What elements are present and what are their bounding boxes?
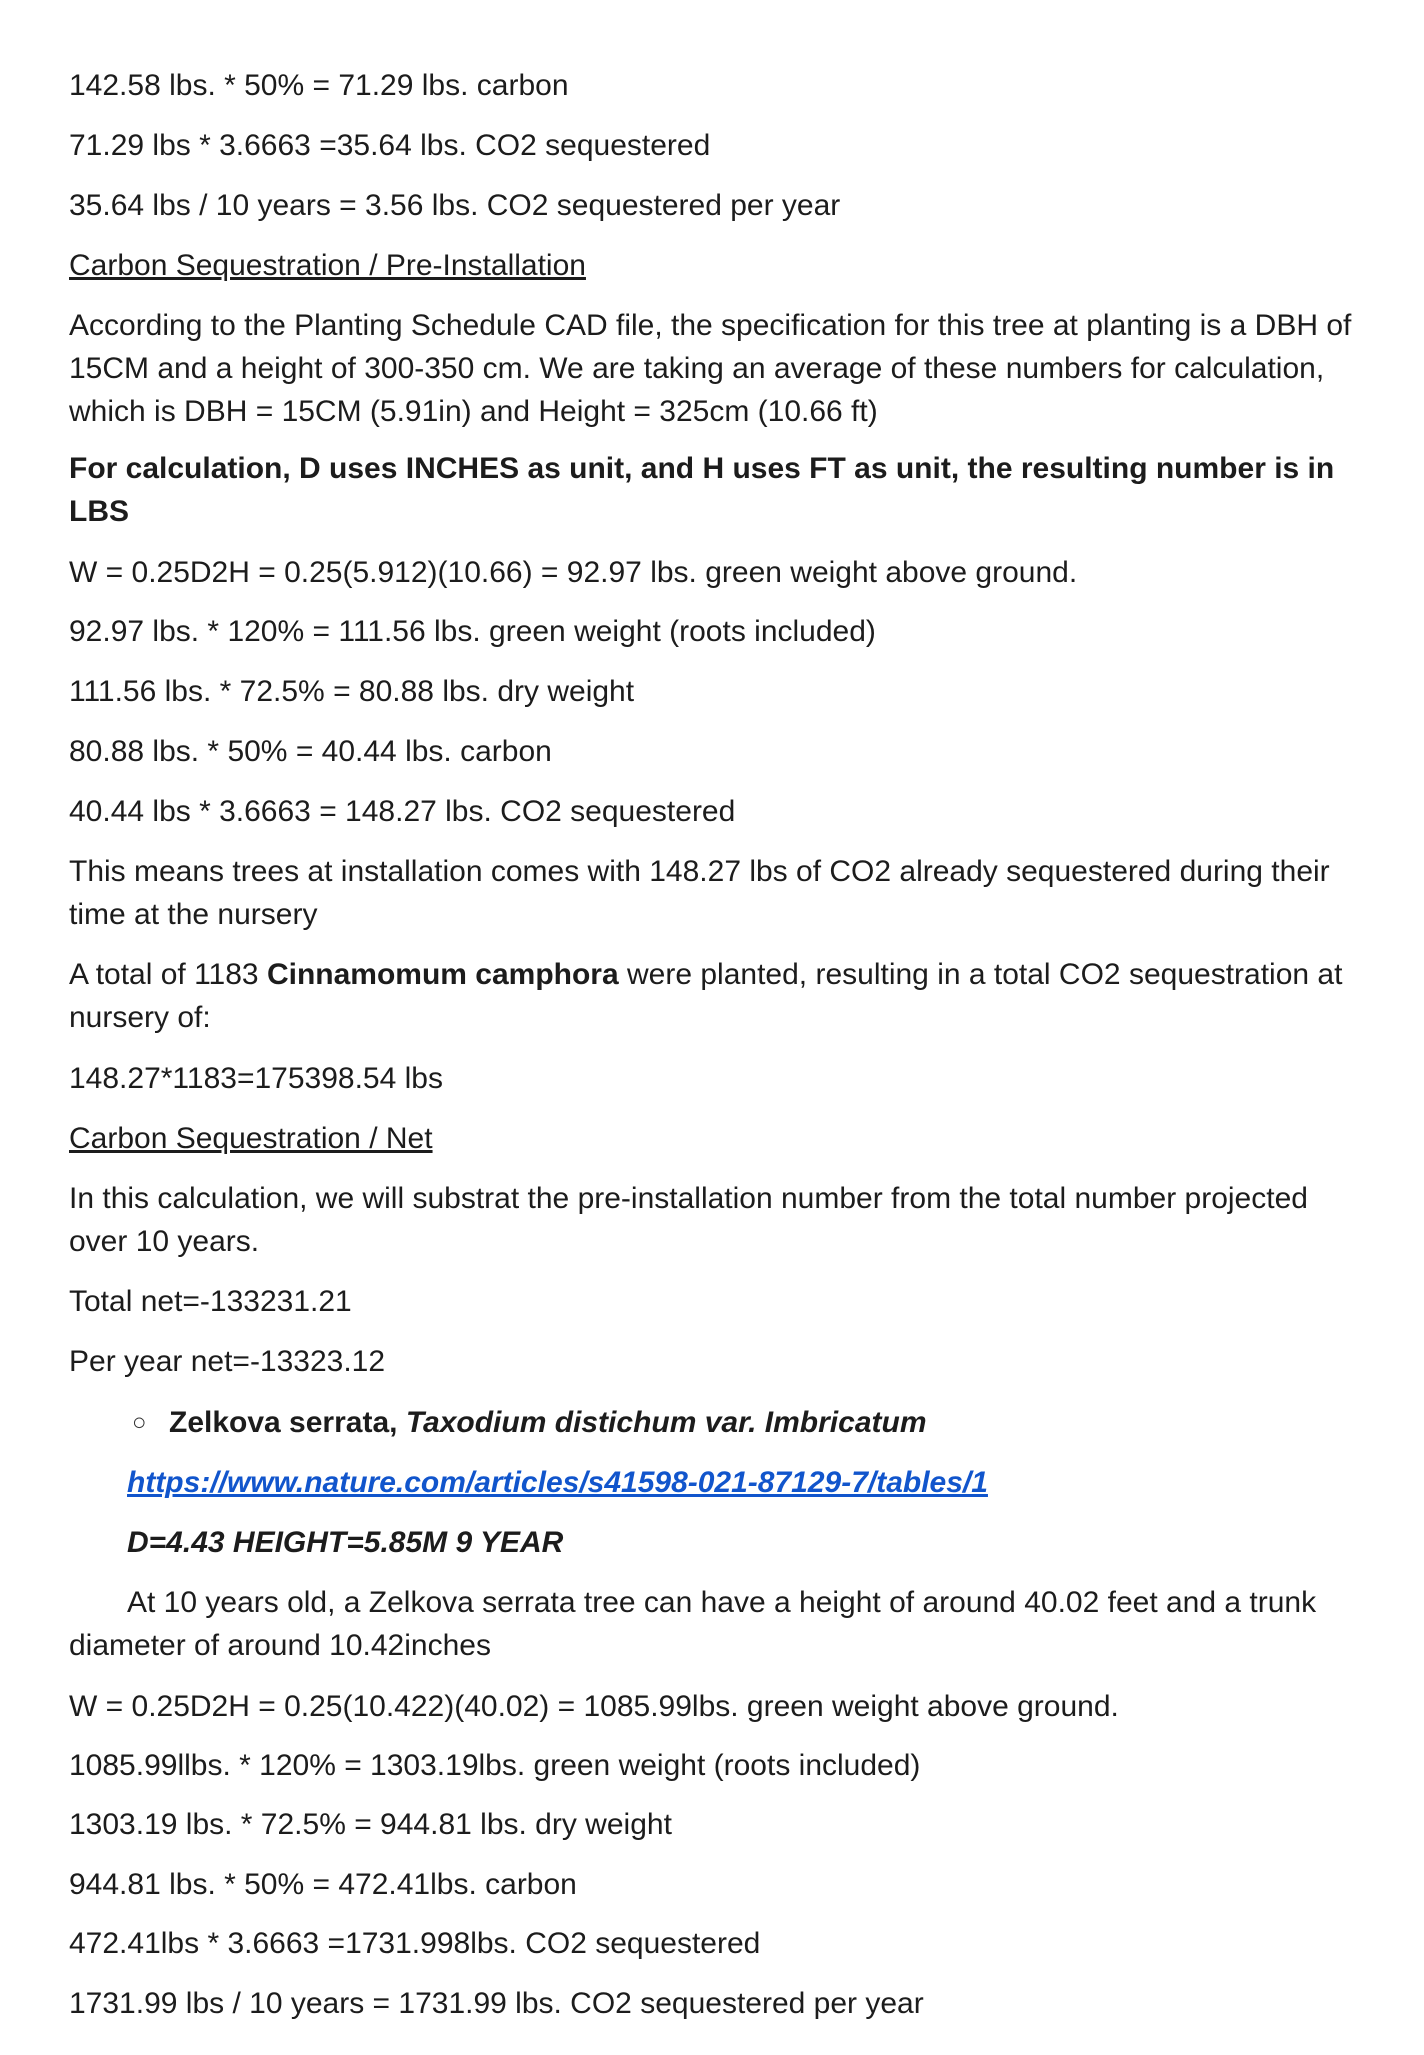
net-total: Total net=-133231.21 xyxy=(69,1285,352,1318)
zelkova-calc-co2: 472.41lbs * 3.6663 =1731.998lbs. CO2 sequestered xyxy=(69,1927,761,1960)
zelkova-title-italic: Taxodium distichum var. Imbricatum xyxy=(405,1406,927,1439)
calc-per-year-line: 35.64 lbs / 10 years = 3.56 lbs. CO2 sequestered per year xyxy=(69,189,841,222)
source-link[interactable]: https://www.nature.com/articles/s41598-021-87129-7/tables/1 xyxy=(127,1466,988,1499)
net-per-year: Per year net=-13323.12 xyxy=(69,1345,386,1378)
zelkova-calc-weight: W = 0.25D2H = 0.25(10.422)(40.02) = 1085.99lbs. green weight above ground. xyxy=(69,1690,1119,1723)
planted-total-paragraph xyxy=(69,953,1359,1039)
heading-pre-installation: Carbon Sequestration / Pre-Installation xyxy=(69,249,586,282)
heading-net: Carbon Sequestration / Net xyxy=(69,1122,433,1155)
unit-note: For calculation, D uses INCHES as unit, and H uses FT as unit, the resulting number is in LBS xyxy=(69,452,1335,528)
pre-calc-weight: W = 0.25D2H = 0.25(5.912)(10.66) = 92.97 lbs. green weight above ground. xyxy=(69,556,1078,589)
zelkova-calc-per-year: 1731.99 lbs / 10 years = 1731.99 lbs. CO2 sequestered per year xyxy=(69,1987,924,2020)
pre-calc-carbon: 80.88 lbs. * 50% = 40.44 lbs. carbon xyxy=(69,735,552,768)
zelkova-title-bold: Zelkova serrata, xyxy=(169,1406,406,1439)
pre-calc-roots: 92.97 lbs. * 120% = 111.56 lbs. green weight (roots included) xyxy=(69,615,876,648)
planted-total-prefix: A total of 1183 xyxy=(69,958,267,991)
planted-total-suffix: were planted, resulting in a total CO2 sequestration at nursery of: xyxy=(69,958,1343,1034)
zelkova-calc-carbon: 944.81 lbs. * 50% = 472.41lbs. carbon xyxy=(69,1868,577,1901)
pre-install-intro: According to the Planting Schedule CAD file, the specification for this tree at planting is a DBH of 15CM and a height of 300-350 cm. We are taking an average of these numbers for calculation, which is DBH = 15CM (5.91in) and Height = 325cm (10.66 ft) xyxy=(69,309,1352,428)
bullet-circle-icon: ○ xyxy=(132,1409,147,1436)
source-link-line xyxy=(127,1461,1417,1504)
zelkova-calc-dry: 1303.19 lbs. * 72.5% = 944.81 lbs. dry weight xyxy=(69,1808,672,1841)
nursery-total-result: 148.27*1183=175398.54 lbs xyxy=(69,1062,443,1095)
net-intro: In this calculation, we will substrat the pre-installation number from the total number projected over 10 years. xyxy=(69,1182,1308,1258)
species-name: Cinnamomum camphora xyxy=(266,958,619,991)
calc-carbon-line: 142.58 lbs. * 50% = 71.29 lbs. carbon xyxy=(69,69,569,102)
zelkova-spec: D=4.43 HEIGHT=5.85M 9 YEAR xyxy=(127,1526,564,1559)
pre-calc-dry: 111.56 lbs. * 72.5% = 80.88 lbs. dry weight xyxy=(69,675,635,708)
zelkova-title xyxy=(169,1401,1319,1444)
pre-calc-co2: 40.44 lbs * 3.6663 = 148.27 lbs. CO2 sequestered xyxy=(69,795,736,828)
zelkova-description: At 10 years old, a Zelkova serrata tree can have a height of around 40.02 feet and a trunk diameter of around 10.42inches xyxy=(69,1586,1317,1662)
zelkova-calc-roots: 1085.99llbs. * 120% = 1303.19lbs. green weight (roots included) xyxy=(69,1749,921,1782)
pre-install-meaning: This means trees at installation comes with 148.27 lbs of CO2 already sequestered during their time at the nursery xyxy=(69,855,1330,931)
calc-co2-line: 71.29 lbs * 3.6663 =35.64 lbs. CO2 sequestered xyxy=(69,129,711,162)
